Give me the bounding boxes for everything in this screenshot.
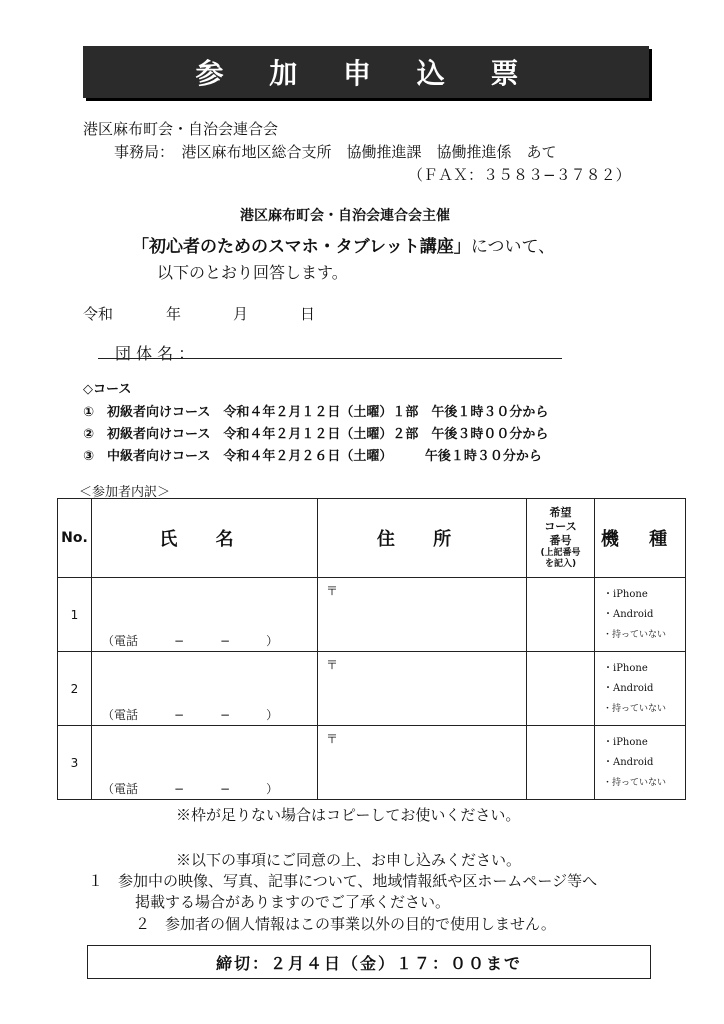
header-course-note2: を記入) bbox=[544, 559, 577, 569]
group-name-field[interactable] bbox=[98, 358, 562, 359]
address-cell[interactable] bbox=[318, 578, 527, 652]
header-course-line1: 希望 bbox=[549, 506, 572, 519]
device-option-none[interactable]: ・持っていない bbox=[603, 777, 667, 788]
postal-mark: 〒 bbox=[326, 584, 339, 598]
row-number: 1 bbox=[58, 578, 92, 652]
header-device: 機 種 bbox=[595, 499, 686, 578]
course-item-1: ① 初級者向けコース 令和４年２月１２日（土曜）１部 午後１時３０分から bbox=[83, 405, 549, 420]
recipient-office: 事務局： 港区麻布地区総合支所 協働推進課 協働推進係 あて bbox=[114, 143, 557, 161]
header-course-note1: (上記番号 bbox=[540, 548, 581, 558]
postal-mark: 〒 bbox=[326, 658, 339, 672]
device-option-android[interactable]: ・Android bbox=[603, 608, 654, 620]
course-title: 「初心者のためのスマホ・タブレット講座」 bbox=[132, 237, 471, 257]
device-cell bbox=[595, 578, 686, 652]
recipient-fax: （ＦＡＸ：３５８３−３７８２） bbox=[408, 166, 631, 184]
sponsor-line: 港区麻布町会・自治会連合会主催 bbox=[240, 208, 450, 224]
course-number-cell[interactable] bbox=[527, 578, 595, 652]
table-row bbox=[58, 652, 686, 726]
header-address: 住 所 bbox=[318, 499, 527, 578]
row-number: 2 bbox=[58, 652, 92, 726]
consent-item-1: １ 参加中の映像、写真、記事について、地域情報紙や区ホームページ等へ bbox=[88, 872, 598, 890]
phone-field[interactable]: （電話 − − ） bbox=[102, 708, 279, 722]
device-option-iphone[interactable]: ・iPhone bbox=[603, 662, 648, 674]
recipient-org: 港区麻布町会・自治会連合会 bbox=[83, 120, 279, 138]
header-course-line2: コース bbox=[544, 520, 577, 533]
name-cell[interactable] bbox=[92, 652, 318, 726]
copy-note: ※枠が足りない場合はコピーしてお使いください。 bbox=[176, 806, 521, 824]
group-name-label: 団 体 名 ： bbox=[115, 344, 195, 363]
phone-field[interactable]: （電話 − − ） bbox=[102, 782, 279, 796]
device-cell bbox=[595, 726, 686, 800]
date-month-label: 月 bbox=[233, 305, 249, 323]
postal-mark: 〒 bbox=[326, 732, 339, 746]
address-cell[interactable] bbox=[318, 652, 527, 726]
deadline-box: 締切：２月４日（金）１７：００まで bbox=[87, 945, 651, 979]
header-course-line3: 番号 bbox=[549, 534, 572, 547]
name-cell[interactable] bbox=[92, 578, 318, 652]
device-option-iphone[interactable]: ・iPhone bbox=[603, 736, 648, 748]
participants-table bbox=[57, 498, 686, 800]
table-row bbox=[58, 726, 686, 800]
course-item-2: ② 初級者向けコース 令和４年２月１２日（土曜）２部 午後３時００分から bbox=[83, 427, 549, 442]
consent-item-2: ２ 参加者の個人情報はこの事業以外の目的で使用しません。 bbox=[135, 915, 556, 933]
course-heading: ◇コース bbox=[83, 382, 132, 397]
answer-line: 以下のとおり回答します。 bbox=[157, 263, 348, 282]
course-number-cell[interactable] bbox=[527, 726, 595, 800]
consent-lead: ※以下の事項にご同意の上、お申し込みください。 bbox=[176, 851, 522, 869]
phone-field[interactable]: （電話 − − ） bbox=[102, 634, 279, 648]
header-name: 氏 名 bbox=[92, 499, 318, 578]
device-option-none[interactable]: ・持っていない bbox=[603, 629, 667, 640]
form-title: 参 加 申 込 票 bbox=[83, 46, 649, 98]
course-title-suffix: について、 bbox=[470, 237, 556, 257]
consent-item-1-cont: 掲載する場合がありますのでご了承ください。 bbox=[135, 893, 451, 911]
device-option-android[interactable]: ・Android bbox=[603, 682, 654, 694]
row-number: 3 bbox=[58, 726, 92, 800]
table-row bbox=[58, 578, 686, 652]
course-number-cell[interactable] bbox=[527, 652, 595, 726]
device-option-android[interactable]: ・Android bbox=[603, 756, 654, 768]
address-cell[interactable] bbox=[318, 726, 527, 800]
device-option-none[interactable]: ・持っていない bbox=[603, 703, 667, 714]
participants-label: ＜参加者内訳＞ bbox=[79, 485, 171, 500]
date-day-label: 日 bbox=[300, 305, 316, 323]
header-no: No. bbox=[58, 499, 92, 578]
device-option-iphone[interactable]: ・iPhone bbox=[603, 588, 648, 600]
header-course bbox=[527, 499, 595, 578]
device-cell bbox=[595, 652, 686, 726]
name-cell[interactable] bbox=[92, 726, 318, 800]
date-era: 令和 bbox=[83, 305, 114, 323]
date-year-label: 年 bbox=[166, 305, 182, 323]
course-item-3: ③ 中級者向けコース 令和４年２月２６日（土曜） 午後１時３０分から bbox=[83, 449, 542, 464]
